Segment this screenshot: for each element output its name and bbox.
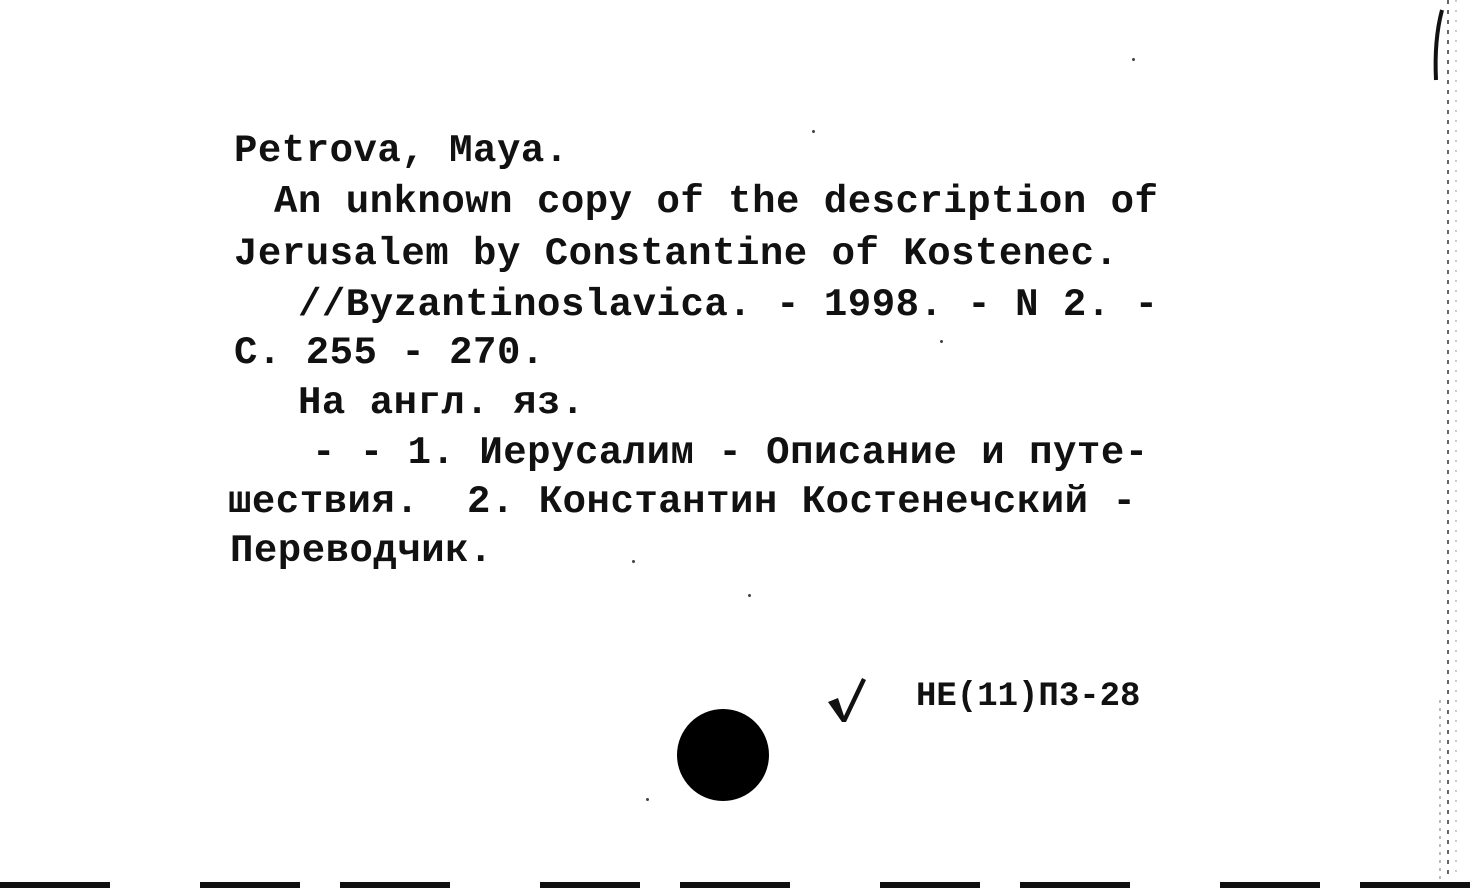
source-line-1: //Byzantinoslavica. - 1998. - N 2. -: [298, 283, 1159, 327]
card-edge-decoration: [1412, 0, 1472, 888]
speck: [632, 560, 635, 563]
subject-line-2: шествия. 2. Константин Костенечский -: [228, 480, 1137, 524]
bottom-edge: [0, 882, 1472, 888]
speck: [646, 798, 649, 801]
subject-line-3: Переводчик.: [230, 529, 493, 573]
title-line-1: An unknown copy of the description of: [274, 180, 1159, 224]
speck: [1132, 58, 1135, 61]
language-note: На англ. яз.: [298, 381, 585, 425]
speck: [940, 340, 943, 343]
source-line-2: C. 255 - 270.: [234, 331, 545, 375]
shelfmark: НЕ(11)П3-28: [916, 678, 1141, 716]
speck: [812, 130, 815, 133]
check-mark-icon: [824, 676, 868, 724]
subject-line-1: - - 1. Иерусалим - Описание и путе-: [312, 431, 1149, 475]
title-line-2: Jerusalem by Constantine of Kostenec.: [234, 232, 1119, 276]
author-line: Petrova, Maya.: [234, 129, 569, 173]
speck: [748, 594, 751, 597]
punch-hole-icon: [677, 709, 769, 801]
